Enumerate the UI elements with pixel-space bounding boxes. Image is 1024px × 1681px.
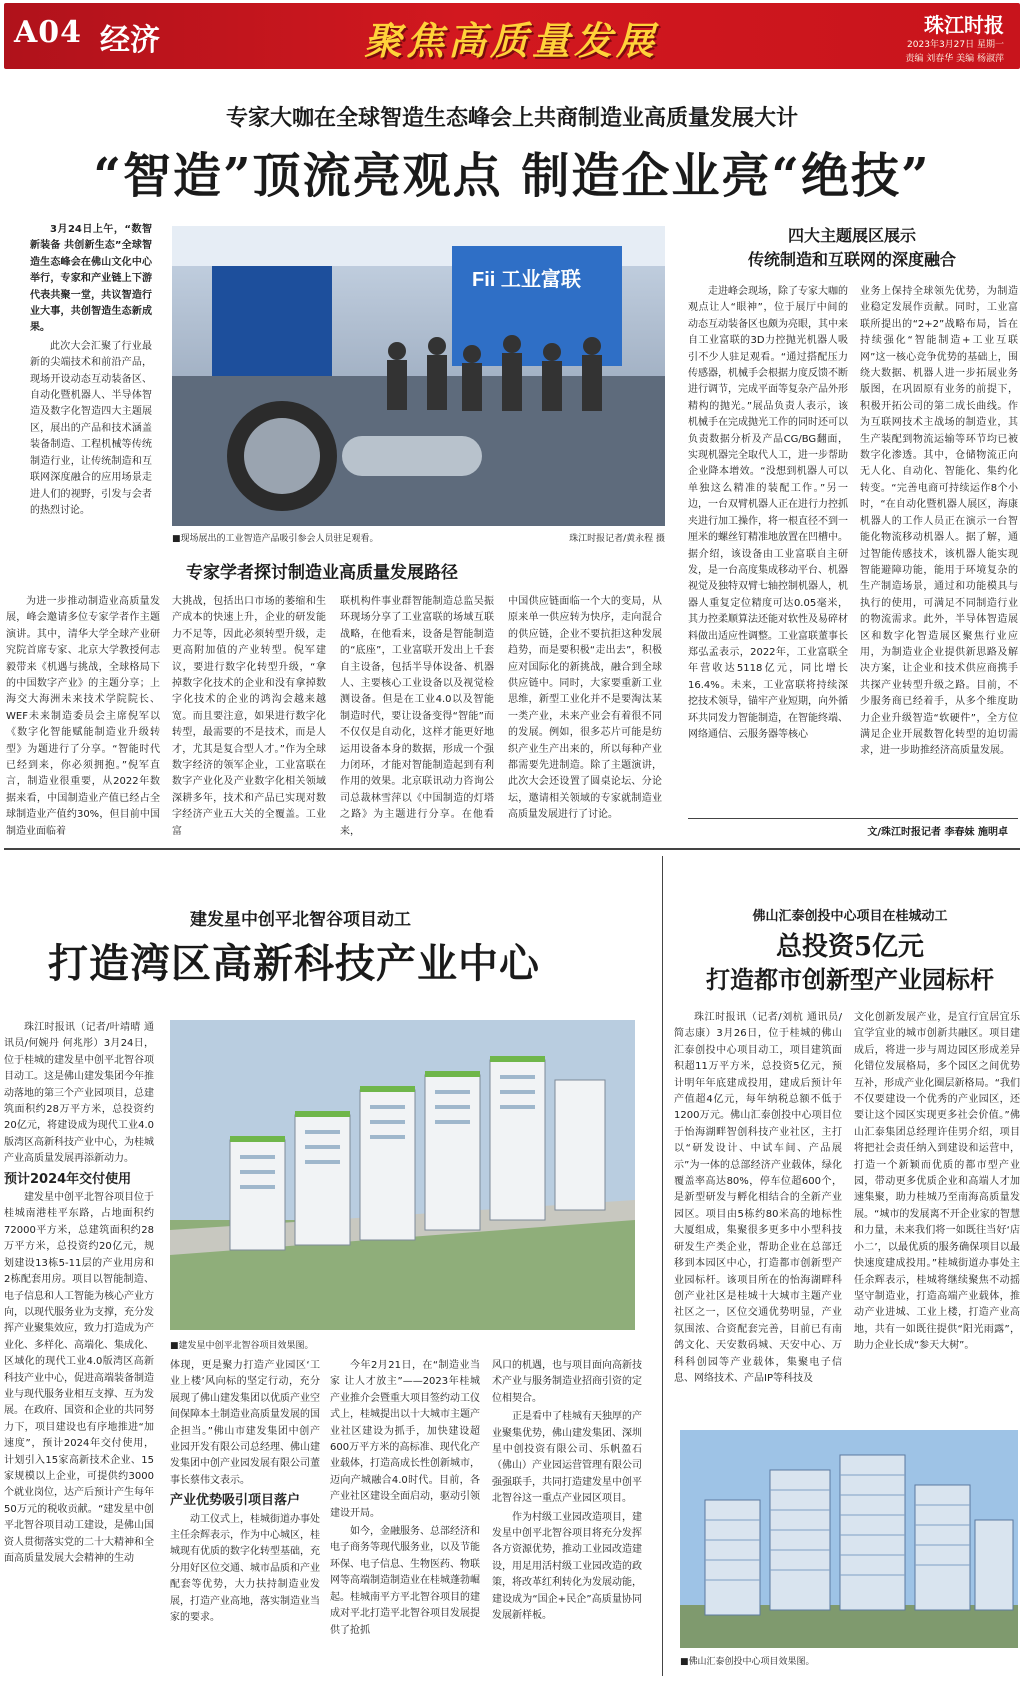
experts-column-4 [508, 594, 662, 844]
column-divider [662, 856, 663, 1676]
summit-photo-illustration [172, 226, 665, 526]
issue-date: 2023年3月27日 星期一 [907, 40, 1004, 50]
story2-column-1 [4, 1020, 154, 1675]
zhigu-render-photo [170, 1020, 635, 1330]
story2-kicker: 建发星中创平北智谷项目动工 [190, 910, 411, 930]
story1-paragraph: 此次大会汇聚了行业最新的尖端技术和前沿产品，现场开设动态互动装备区、自动化暨机器人、半导体智造及数字化智造四大主题展区，展出的产品和技术涵盖装备制造、工程机械等传统制造行业，让传统制造和互联网深度融合的应用场景走进人们的视野，引发与会者的热烈讨论。 [30, 340, 152, 516]
zones-paragraph: 走进峰会现场，除了专家大咖的观点让人“眼神”，位于展厅中间的动态互动装备区也颇为亮眼，其中来自工业富联的3D力控抛光机器人吸引不少人驻足观看。“通过搭配压力传感器，机械手会根据力度反馈不断进行调节，完成平面等复杂产品外形精构的抛光。”展品负责人表示，该机械手在完成抛光工作的同时还可以负责数据分析及产品CG/BG翻面，实现机器完全取代人工，进一步帮助企业降本增效。“没想到机器人可以单独这么精准的装配工作。”另一边，一台双臂机器人正在进行力控抓夹进行加工操作，将一根直径不到一厘米的螺丝钉精准地放置在凹槽中。据介绍，该设备由工业富联自主研发，是一台高度集成移动平台、机器视觉及独特双臂七轴控制机器人，机器人重复定位精度可达0.05毫米，其力控柔顺算法还能对软性及易碎材料做出适应性调整。工业富联董事长郑弘孟表示，2022年，工业富联全年营收达5118亿元，同比增长16.4%。未来，工业富联将持续深挖技术领导，锚牢产业短期，向外循环共同发力智能制造，在智能终端、网络通信、云服务器等核心 [688, 286, 848, 740]
story3-column-1 [674, 1010, 842, 1420]
story1-intro-column [30, 222, 152, 522]
huitai-render-illustration [680, 1430, 1018, 1648]
story2-headline: 打造湾区高新科技产业中心 [48, 940, 540, 987]
byline-rule [688, 818, 1018, 819]
newspaper-name: 珠江时报 [924, 13, 1004, 37]
huitai-render-photo [680, 1430, 1018, 1648]
story3-headline-2: 打造都市创新型产业园标杆 [706, 965, 994, 994]
story2-column-2 [170, 1358, 320, 1676]
story2-paragraph: 风口的机遇，也与项目面向高新技术产业与服务制造业招商引资的定位相契合。 [492, 1360, 642, 1404]
summit-photo-credit: 珠江时报记者/黄永程 摄 [569, 534, 665, 544]
editor-credit: 责编 刘春华 美编 杨淑萍 [905, 54, 1004, 64]
summit-photo [172, 226, 665, 526]
banner-title: 聚焦高质量发展 [364, 18, 659, 63]
zhigu-photo-caption: ■建发星中创平北智谷项目效果图。 [170, 1341, 314, 1351]
story1-kicker: 专家大咖在全球智造生态峰会上共商制造业高质量发展大计 [225, 106, 798, 131]
story2-column-4 [492, 1358, 642, 1676]
story3-kicker: 佛山汇泰创投中心项目在桂城动工 [752, 909, 948, 924]
summit-photo-caption: ■现场展出的工业智造产品吸引参会人员驻足观看。 [172, 534, 379, 544]
experts-column-1 [6, 594, 160, 844]
zhigu-render-illustration [170, 1020, 635, 1330]
huitai-photo-caption: ■佛山汇泰创投中心项目效果图。 [680, 1657, 815, 1667]
story2-subhead: 预计2024年交付使用 [4, 1171, 132, 1187]
experts-paragraph: 中国供应链面临一个大的变局，从原来单一供应转为快序，走向混合的供应链，企业不要抗拒这种发展趋势，而是要积极“走出去”，积极应对国际化的新挑战，融合到全球供应链中。同时，大家要重新工业思维，新型工业化并不是要淘汰某一类产业，未来产业会有着很不同的发展。例如，很多芯片可能是纺织产业生产出来的，所以每种产业都需要先进制造。除了主题演讲，此次大会还设置了圆桌论坛、分论坛，邀请相关领域的专家就制造业高质量发展进行了讨论。 [508, 596, 662, 821]
story2-paragraph: 体现，更是聚力打造产业园区‘工业上楼’风向标的坚定行动，充分展现了佛山建发集团以优质产业空间保障本土制造业高质量发展的国企担当。”佛山市建发集团中创产业园开发有限公司总经理、佛山建发集团中创产业园发展有限公司董事长蔡伟文表示。 [170, 1360, 320, 1486]
zones-column-2 [860, 284, 1018, 804]
story3-headline-1: 总投资5亿元 [775, 932, 925, 962]
story2-paragraph: 作为村级工业园改造项目，建发星中创平北智谷项目将充分发挥各方资源优势，推动工业园改造建设，用足用活村级工业园改造的政策，将改革红利转化为发展动能，建设成为“国企+民企”高质量协同发展新样板。 [492, 1511, 642, 1622]
story2-paragraph: 珠江时报讯（记者/叶靖晴 通讯员/何婉丹 何兆彤）3月24日，位于桂城的建发星中创平北智谷项目动工。这是佛山建发集团今年推动落地的第三个产业园项目，总建筑面积约28万平方米，总投资约20亿元，将建设成为现代工业4.0版湾区高新科技产业中心，为桂城产业高质量发展再添新动力。 [4, 1022, 154, 1165]
page-number: A04 [14, 15, 83, 50]
story2-paragraph: 如今，金融服务、总部经济和电子商务等现代服务业，以及节能环保、电子信息、生物医药、物联网等高端制造制造业在桂城蓬勃崛起。桂城南平方平北智谷项目的建成对平北打造平北智谷项目发展提供了抢抓 [330, 1526, 480, 1636]
story2-paragraph: 建发星中创平北智谷项目位于桂城南港桂平东路，占地面积约72000平方米，总建筑面积约28万平方米，总投资约20亿元，规划建设13栋5-11层的产业用房和2栋配套用房。项目以智能制造、电子信息和人工智能为核心产业方向，以现代服务业为支撑，充分发挥产业聚集效应，致力打造成为产业化、多样化、高端化、集成化、区域化的现代工业4.0版湾区高新科技产业中心，促进高端装备制造业与现代服务业相互支撑、互为发展。在政府、国资和企业的共同努力下，项目建设也有序地推进“加速度”，预计2024年交付使用，计划引入15家高新技术企业、15家规模以上企业，可提供约3000个就业岗位，达产后预计产生每年50万元的税收贡献。“建发星中创平北智谷项目动工建设，是佛山国资人贯彻落实党的二十大精神和全面高质量发展大会精神的生动 [4, 1192, 154, 1564]
story1-headline: “智造”顶流亮观点 制造企业亮“绝技” [93, 148, 931, 204]
experts-subhead: 专家学者探讨制造业高质量发展路径 [186, 563, 458, 583]
section-name: 经济 [100, 23, 160, 58]
zones-paragraph: 业务上保持全球领先优势，为制造业稳定发展作贡献。同时，工业富联所提出的“2+2”战略布局，旨在持续强化“智能制造+工业互联网”这一核心竞争优势的基础上，围绕大数据、机器人进一步拓展业务版图，在巩固原有业务的前提下，积极开拓公司的第二成长曲线。作为互联网技术主战场的制造业，其生产装配到物流运输等环节均已被数字化渗透。其中，仓储物流正向无人化、自动化、智能化、集约化转变。“完善电商可持续运作8个小时，“在自动化暨机器人展区，海康机器人的工作人员正在演示一台智能化物流移动机器人。据了解，通过智能传感技术，该机器人能实现智能避障功能，能用于环境复杂的生产制造场景，通过和功能模具与执行的使用，可满足不同制造行业的物流需求。此外，半导体智造展区和数字化智造展区聚焦行业应用，为制造业企业提供新思路及解决方案，让企业和技术供应商携手共探产业转型升级之路。目前，不少服务商已经着手，从多个维度助力企业升级智造“软硬件”，全方位满足企业开展数智化转型的迫切需求，进一步助推经济高质量发展。 [860, 286, 1018, 757]
masthead [4, 3, 1020, 69]
story2-paragraph: 动工仪式上，桂城街道办事处主任余辉表示，作为中心城区，桂城现有优质的数字化转型基础，充分用好区位交通、城市品质和产业配套等优势，大力扶持制造业发展，打造产业高地，落实制造业当家的要求。 [170, 1513, 320, 1624]
story3-paragraph: 文化创新发展产业，是宜行宜居宜乐宜学宜业的城市创新共融区。项目建成后，将进一步与周边园区形成差异化错位发展格局，多个园区之间优势互补，形成产业化圈层新格局。“我们不仅要建设一个优秀的产业园区，还要让这个园区实现更多社会价值。”佛山汇泰集团总经理许佳男介绍，项目将把社会责任纳入到建设和运营中，打造一个新颖而优质的都市型产业园，带动更多优质企业和高端人才加速集聚，助力桂城乃至南海高质量发展。“城市的发展离不开企业家的智慧和力量，未来我们将一如既往当好‘店小二’，以最优质的服务确保项目以最快速度建成投用。”桂城街道办事处主任余辉表示，桂城将继续聚焦不动摇坚守制造业，打造高端产业载体，推动产业进城、工业上楼，打造产业高地，共有一如既往提供“阳光雨露”，助力企业长成“参天大树”。 [854, 1012, 1020, 1352]
story2-column-3 [330, 1358, 480, 1676]
experts-paragraph: 为进一步推动制造业高质量发展，峰会邀请多位专家学者作主题演讲。其中，清华大学全球产业研究院首席专家、北京大学教授何志毅带来《机遇与挑战，全球格局下的中国数字产业》的主题分享；上海交大海洲未来技术学院院长、WEF未来制造委员会主席倪军以《数字化智能赋能制造业升级转型》为题进行了分享。“智能时代已经到来，你必须拥抱。”倪军直言，制造业很重要，从2022年数据来看，中国制造业产值已经占全球制造业产值约30%，但目前中国制造业面临着 [6, 596, 160, 837]
story2-subhead: 产业优势吸引项目落户 [170, 1493, 301, 1509]
story3-column-2 [854, 1010, 1020, 1420]
zones-subhead-line2: 传统制造和互联网的深度融合 [747, 250, 956, 269]
experts-column-2 [172, 594, 326, 844]
story1-byline: 文/珠江时报记者 李春妹 施明卓 [867, 827, 1008, 838]
zones-subhead-line1: 四大主题展区展示 [787, 226, 916, 245]
story2-paragraph: 正是看中了桂城有天独厚的产业聚集优势，佛山建发集团、深圳星中创投资有限公司、乐帆盈石（佛山）产业园运营管理有限公司强强联手，共同打造建发星中创平北智谷这一重点产业园区项目。 [492, 1411, 642, 1505]
experts-column-3 [340, 594, 494, 844]
experts-paragraph: 大挑战，包括出口市场的萎缩和生产成本的快速上升，企业的研发能力不足等，因此必须转型升级，走更高附加值的产业转型。倪军建议，要进行数字化转型升级，“拿掉数字化技术的企业和没有拿掉数字化技术的企业的鸿沟会越来越宽。而且要注意，如果进行数字化转型，最需要的不是技术，而是人才，尤其是复合型人才。”作为全球数字经济的领军企业，工业富联在数字产业化及产业数字化相关领域深耕多年，技术和产品已实现对数字经济产业五大关的全覆盖。工业富 [172, 596, 326, 837]
zones-column-1 [688, 284, 848, 804]
booth-sign: Fii 工业富联 [472, 269, 581, 291]
story3-paragraph: 珠江时报讯（记者/刘杭 通讯员/简志康）3月26日，位于桂城的佛山汇泰创投中心项目动工，项目建筑面积超11万平方米，总投资5亿元，预计明年年底建成投用，建成后预计年产值超4亿元，每年纳税总额不低于1200万元。佛山汇泰创投中心项目位于怡海湖畔智创科技产业社区，主打以“研发设计、中试车间、产品展示”为一体的总部经济产业载体，绿化覆盖率高达80%，停车位超600个，是新型研发与孵化相结合的全新产业园区。项目由5栋约80米高的地标性大厦组成，集聚很多更多中小型科技研发生产类企业，帮助企业在总部迁移到本园区中心，打造都市创新型产业园标杆。该项目所在的怡海湖畔科创产业社区是桂城十大城市主题产业社区之一，区位交通优势明显，产业氛围浓、合资配套完善，目前已有南鸽文化、天安数码城、天安中心、万科科创园等产业载体，集聚电子信息、网络技术、产品IP等科技及 [674, 1012, 842, 1384]
story2-paragraph: 今年2月21日，在“制造业当家 让人才放主”——2023年桂城产业推介会暨重大项目签约动工仪式上，桂城提出以十大城市主题产业社区建设为抓手，加快建设超600万平方米的高标准、现代化产业载体，打造高成长性创新城市，迈向产城融合4.0时代。目前，各产业社区建设全面启动，驱动引领建设开局。 [330, 1360, 480, 1519]
section-divider [4, 848, 1020, 850]
experts-paragraph: 联机构件事业群智能制造总监吴振环现场分享了工业富联的场域互联战略，在他看来，设备是智能制造的“底座”，工业富联开发出上千套自主设备，包括半导体设备、机器人、主要核心工业设备以及视觉检测设备。但是在工业4.0以及智能制造时代，要让设备变得“智能”而不仅仅是自动化，这样才能更好地运用设备本身的数据，形成一个强力闭环，才能对智能制造起到有利作用的效果。北京联讯动力咨询公司总裁林雪萍以《中国制造的灯塔之路》为主题进行分享。在他看来， [340, 596, 494, 837]
story1-paragraph: 3月24日上午，“数智新装备 共创新生态”全球智造生态峰会在佛山文化中心举行，专家和产业链上下游代表共聚一堂，共议智造行业大事，共创智造生态新成果。 [30, 224, 152, 334]
